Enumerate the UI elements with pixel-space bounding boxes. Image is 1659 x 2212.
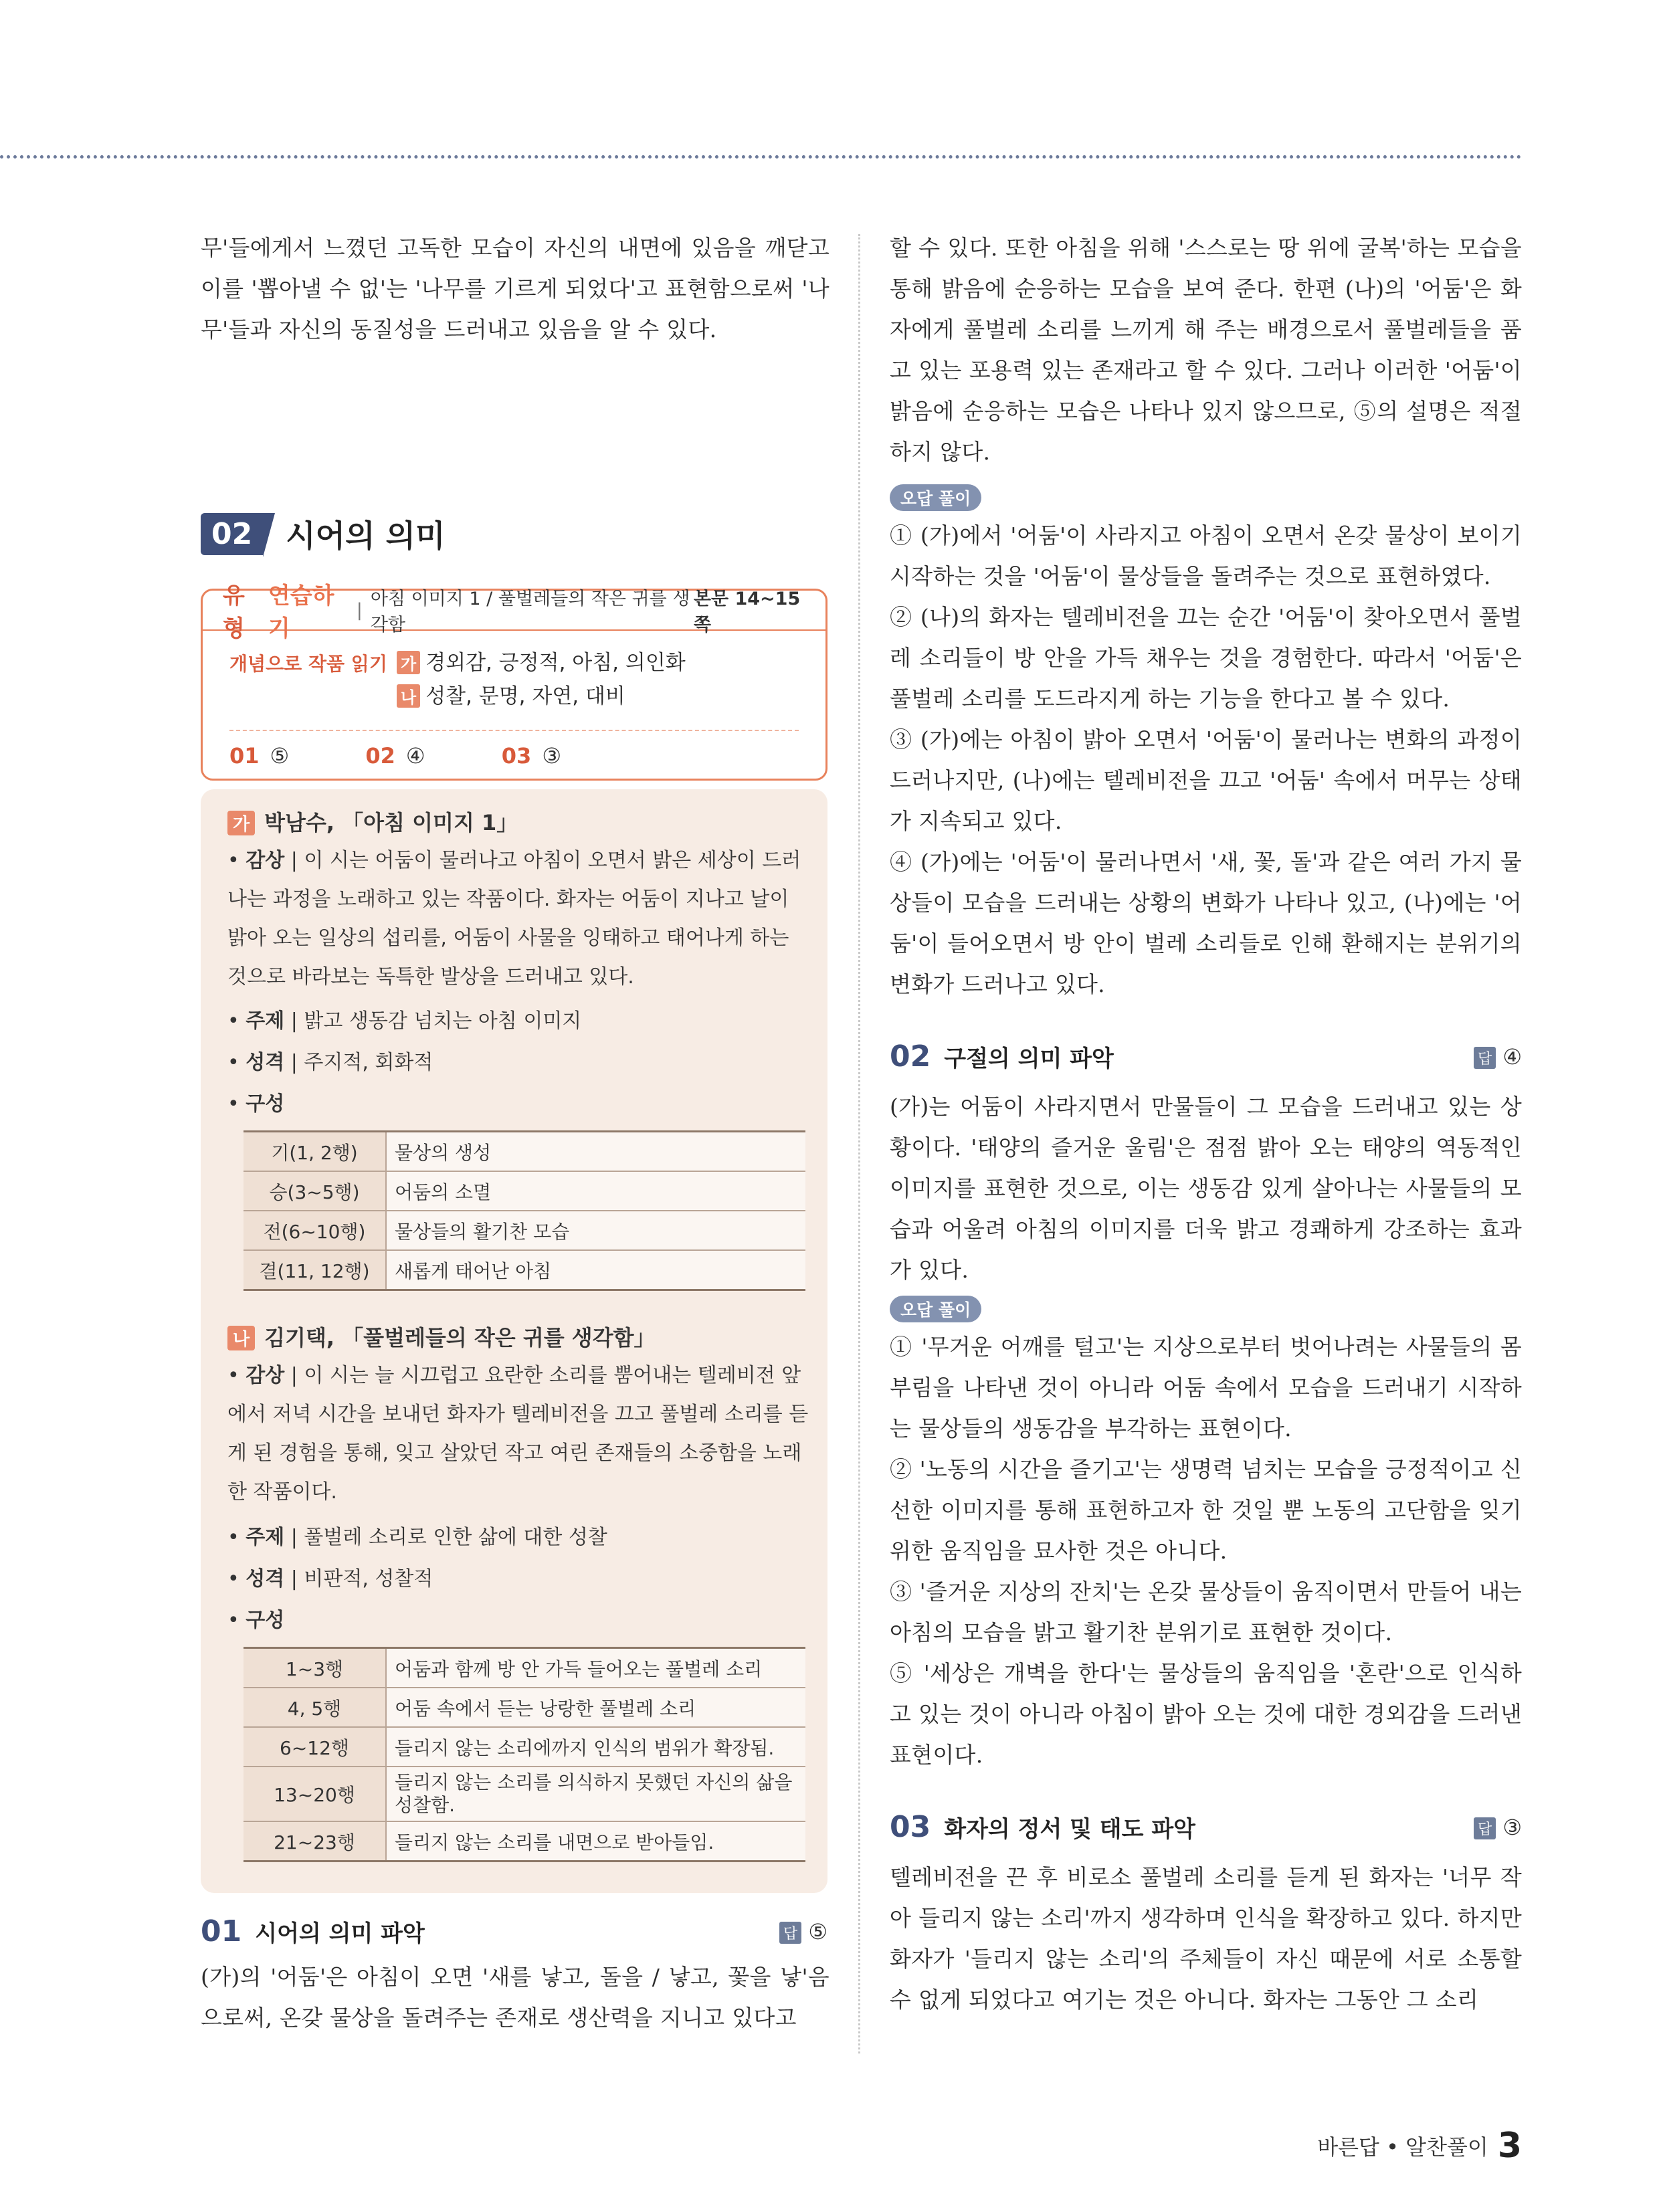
poem1-heading xyxy=(227,806,518,837)
left-intro xyxy=(201,227,830,350)
table-key: 21~23행 xyxy=(243,1821,386,1862)
commentary-box xyxy=(201,789,827,1893)
q03-answer-value: ③ xyxy=(1502,1814,1522,1840)
q03-answer xyxy=(1474,1815,1522,1840)
table-row xyxy=(243,1821,805,1862)
wrong2-item-1: ① '무거운 어깨를 털고'는 지상으로부터 벗어나려는 사물들의 몸부림을 나타낸 것이 아니라 어둠 속에서 모습을 드러내기 시작하는 물상들의 생동감을 부각하는 표현이다. xyxy=(890,1334,1522,1441)
poem2-badge: 나 xyxy=(227,1326,255,1350)
answer-num-2: 02 xyxy=(365,743,395,769)
poem1-appreciation: • 감상 | 이 시는 어둠이 물러나고 아침이 오면서 밝은 세상이 드러나는 과정을 노래하고 있는 작품이다. 화자는 어둠이 지나고 날이 밝아 오는 일상의 섭리를, 어둠이 사물을 잉태하고 태어나게 하는 것으로 바라보는 독특한 발상을 드러내고 있다. xyxy=(227,849,801,989)
poem1-character: • 성격 | 주지적, 회화적 xyxy=(227,1051,433,1074)
q03-header-inner xyxy=(890,1810,1522,1844)
poem1-character-label: 성격 xyxy=(246,1051,285,1074)
concept-ga-text: 경외감, 긍정적, 아침, 의인화 xyxy=(425,651,686,675)
table-key: 결(11, 12행) xyxy=(243,1250,386,1290)
poem2-title: 김기택, 「풀벌레들의 작은 귀를 생각함」 xyxy=(264,1325,656,1350)
poem2-appreciation: • 감상 | 이 시는 늘 시끄럽고 요란한 소리를 뿜어내는 텔레비전 앞에서 저녁 시간을 보내던 화자가 텔레비전을 끄고 풀벌레 소리를 듣게 된 경험을 통해, 잊고 살았던 작고 여린 존재들의 소중함을 노래한 작품이다. xyxy=(227,1364,809,1504)
practice-tag-type: 유형 xyxy=(223,583,245,642)
q02-answer-value: ④ xyxy=(1502,1043,1522,1070)
answer-badge: 답 xyxy=(1474,1047,1496,1069)
poem1-character-text: 주지적, 회화적 xyxy=(304,1051,433,1074)
q02-number: 02 xyxy=(890,1039,931,1074)
table-row xyxy=(243,1211,805,1250)
q02-header-inner xyxy=(890,1039,1522,1074)
poem1-theme: • 주제 | 밝고 생동감 넘치는 아침 이미지 xyxy=(227,1009,582,1033)
top-dotted-rule xyxy=(0,155,1522,159)
table-row xyxy=(243,1250,805,1290)
poem2-appreciation-label: 감상 xyxy=(246,1364,285,1387)
concept-row-na xyxy=(397,679,625,709)
table-value: 어둠 속에서 듣는 낭랑한 풀벌레 소리 xyxy=(386,1688,805,1727)
page-number: 3 xyxy=(1497,2126,1522,2166)
answer-divider xyxy=(229,730,799,731)
right-top-paragraph: 할 수 있다. 또한 아침을 위해 '스스로는 땅 위에 굴복'하는 모습을 통해 밝음에 순응하는 모습을 보여 준다. 한편 (나)의 '어둠'은 화자에게 풀벌레 소리를 느끼게 해 주는 배경으로서 풀벌레들을 품고 있는 포용력 있는 존재라고 할 수 있다. 그러나 이러한 '어둠'이 밝음에 순응하는 모습은 나타나 있지 않으므로, ⑤의 설명은 적절하지 않다. xyxy=(890,235,1522,465)
poem2-character-label: 성격 xyxy=(246,1567,285,1591)
poem1-structure-table xyxy=(243,1130,805,1291)
section-title: 시어의 의미 xyxy=(286,518,446,554)
answer-num-1: 01 xyxy=(229,743,260,769)
answer-val-2: ④ xyxy=(405,743,425,769)
table-value: 어둠과 함께 방 안 가득 들어오는 풀벌레 소리 xyxy=(386,1648,805,1688)
poem2-heading xyxy=(227,1321,656,1352)
practice-separator: | xyxy=(356,599,363,621)
table-value: 물상의 생성 xyxy=(386,1132,805,1172)
footer-label: 바른답 • 알찬풀이 xyxy=(1317,2134,1488,2160)
q02-body: (가)는 어둠이 사라지면서 만물들이 그 모습을 드러내고 있는 상황이다. '태양의 즐거운 울림'은 점점 밝아 오는 태양의 역동적인 이미지를 표현한 것으로, 이는 생동감 있게 살아나는 사물들의 모습과 어울려 아침의 이미지를 더욱 밝고 경쾌하게 강조하는 효과가 있다. xyxy=(890,1094,1522,1283)
table-key: 6~12행 xyxy=(243,1727,386,1767)
wrong1-item-2: ② (나)의 화자는 텔레비전을 끄는 순간 '어둠'이 찾아오면서 풀벌레 소리들이 방 안을 가득 채우는 것을 경험한다. 따라서 '어둠'은 풀벌레 소리를 도드라지게 하는 기능을 한다고 볼 수 있다. xyxy=(890,604,1522,712)
poem1-appreciation-text: 이 시는 어둠이 물러나고 아침이 오면서 밝은 세상이 드러나는 과정을 노래하고 있는 작품이다. 화자는 어둠이 지나고 날이 밝아 오는 일상의 섭리를, 어둠이 사물을 잉태하고 태어나게 하는 것으로 바라보는 독특한 발상을 드러내고 있다. xyxy=(227,849,801,989)
badge-na: 나 xyxy=(397,684,420,708)
section-number: 02 xyxy=(201,513,263,555)
wrong-label-1-row xyxy=(890,484,1522,511)
poem1-theme-label: 주제 xyxy=(246,1009,285,1033)
page-footer xyxy=(1317,2126,1522,2166)
answer-num-3: 03 xyxy=(501,743,532,769)
poem1-structure: • 구성 xyxy=(227,1092,285,1116)
q03-header xyxy=(890,1810,1522,1857)
wrong2-item-3: ③ '즐거운 지상의 잔치'는 온갖 물상들이 움직이면서 만들어 내는 아침의 모습을 밝고 활기찬 분위기로 표현한 것이다. xyxy=(890,1579,1522,1645)
table-value: 들리지 않는 소리에까지 인식의 범위가 확장됨. xyxy=(386,1727,805,1767)
table-row xyxy=(243,1132,805,1172)
q01-answer-value: ⑤ xyxy=(808,1918,827,1944)
table-row xyxy=(243,1767,805,1821)
wrong2-item-2: ② '노동의 시간을 즐기고'는 생명력 넘치는 모습을 긍정적이고 신선한 이미지를 통해 표현하고자 한 것일 뿐 노동의 고단함을 잊기 위한 움직임을 묘사한 것은 아니다. xyxy=(890,1456,1522,1564)
table-row xyxy=(243,1171,805,1211)
table-value: 들리지 않는 소리를 의식하지 못했던 자신의 삶을 성찰함. xyxy=(386,1767,805,1821)
answer-val-3: ③ xyxy=(542,743,561,769)
q01-answer xyxy=(779,1919,827,1944)
answer-badge: 답 xyxy=(779,1922,801,1944)
practice-bar xyxy=(203,583,825,642)
q03-body: 텔레비전을 끈 후 비로소 풀벌레 소리를 듣게 된 화자는 '너무 작아 들리지 않는 소리'까지 생각하며 인식을 확장하고 있다. 하지만 화자가 '들리지 않는 소리'의 주체들이 자신 때문에 서로 소통할 수 없게 되었다고 여기는 것은 아니다. 화자는 그동안 그 소리 xyxy=(890,1864,1522,2013)
wrong1-item-1: ① (가)에서 '어둠'이 사라지고 아침이 오면서 온갖 물상이 보이기 시작하는 것을 '어둠'이 물상들을 돌려주는 것으로 표현하였다. xyxy=(890,522,1522,589)
practice-tag-practice: 연습하기 xyxy=(268,583,334,642)
table-value: 어둠의 소멸 xyxy=(386,1171,805,1211)
poem2-appreciation-text: 이 시는 늘 시끄럽고 요란한 소리를 뿜어내는 텔레비전 앞에서 저녁 시간을 보내던 화자가 텔레비전을 끄고 풀벌레 소리를 듣게 된 경험을 통해, 잊고 살았던 작고 여린 존재들의 소중함을 노래한 작품이다. xyxy=(227,1364,809,1504)
practice-page-ref: 본문 14~15쪽 xyxy=(693,589,801,635)
table-key: 4, 5행 xyxy=(243,1688,386,1727)
poem1-title: 박남수, 「아침 이미지 1」 xyxy=(264,810,518,835)
poem2-theme-label: 주제 xyxy=(246,1526,285,1549)
q01-number: 01 xyxy=(201,1914,242,1948)
answer-key xyxy=(229,743,561,769)
concept-na-text: 성찰, 문명, 자연, 대비 xyxy=(425,684,625,708)
right-column xyxy=(890,227,1522,2020)
table-key: 승(3~5행) xyxy=(243,1171,386,1211)
section-header xyxy=(201,512,445,556)
answer-val-1: ⑤ xyxy=(270,743,290,769)
q01-title: 시어의 의미 파악 xyxy=(255,1920,425,1947)
wrong-answer-label: 오답 풀이 xyxy=(890,484,981,511)
table-value: 새롭게 태어난 아침 xyxy=(386,1250,805,1290)
q02-title: 구절의 의미 파악 xyxy=(944,1045,1114,1072)
concept-label: 개념으로 작품 읽기 xyxy=(229,653,387,675)
q03-number: 03 xyxy=(890,1810,931,1844)
table-row xyxy=(243,1727,805,1767)
column-divider xyxy=(858,234,860,2053)
poem1-structure-label: 구성 xyxy=(246,1092,285,1116)
table-key: 1~3행 xyxy=(243,1648,386,1688)
poem2-character: • 성격 | 비판적, 성찰적 xyxy=(227,1567,433,1591)
q01-header xyxy=(201,1914,827,1948)
poem2-structure-table xyxy=(243,1647,805,1862)
poem1-appreciation-label: 감상 xyxy=(246,849,285,872)
table-value: 물상들의 활기찬 모습 xyxy=(386,1211,805,1250)
poem1-badge: 가 xyxy=(227,811,255,835)
intro-paragraph: 무'들에게서 느꼈던 고독한 모습이 자신의 내면에 있음을 깨닫고 이를 '뽑아낼 수 없'는 '나무를 기르게 되었다'고 표현함으로써 '나무'들과 자신의 동질성을 드러내고 있음을 알 수 있다. xyxy=(201,235,830,342)
q03-title: 화자의 정서 및 태도 파악 xyxy=(944,1816,1196,1843)
wrong-answer-label: 오답 풀이 xyxy=(890,1296,981,1322)
answer-badge: 답 xyxy=(1474,1817,1496,1839)
table-key: 전(6~10행) xyxy=(243,1211,386,1250)
badge-ga: 가 xyxy=(397,651,420,674)
poem2-theme: • 주제 | 풀벌레 소리로 인한 삶에 대한 성찰 xyxy=(227,1526,607,1549)
poem2-structure: • 구성 xyxy=(227,1609,285,1632)
wrong1-item-3: ③ (가)에는 아침이 밝아 오면서 '어둠'이 물러나는 변화의 과정이 드러나지만, (나)에는 텔레비전을 끄고 '어둠' 속에서 머무는 상태가 지속되고 있다. xyxy=(890,726,1522,834)
poem1-theme-text: 밝고 생동감 넘치는 아침 이미지 xyxy=(304,1009,582,1033)
practice-description: 아침 이미지 1 / 풀벌레들의 작은 귀를 생각함 xyxy=(370,589,690,635)
poem2-character-text: 비판적, 성찰적 xyxy=(304,1567,433,1591)
table-row xyxy=(243,1648,805,1688)
q02-answer xyxy=(1474,1044,1522,1070)
table-value: 들리지 않는 소리를 내면으로 받아들임. xyxy=(386,1821,805,1862)
wrong2-item-4: ⑤ '세상은 개벽을 한다'는 물상들의 움직임을 '혼란'으로 인식하고 있는 것이 아니라 아침이 밝아 오는 것에 대한 경외감을 드러낸 표현이다. xyxy=(890,1660,1522,1768)
poem2-structure-label: 구성 xyxy=(246,1609,285,1632)
table-row xyxy=(243,1688,805,1727)
wrong1-item-4: ④ (가)에는 '어둠'이 물러나면서 '새, 꽃, 돌'과 같은 여러 가지 물상들이 모습을 드러내는 상황의 변화가 나타나 있고, (나)에는 '어둠'이 들어오면서 방 안이 벌레 소리들로 인해 환해지는 분위기의 변화가 드러나고 있다. xyxy=(890,849,1522,997)
table-key: 13~20행 xyxy=(243,1767,386,1821)
table-key: 기(1, 2행) xyxy=(243,1132,386,1172)
practice-box xyxy=(201,583,827,781)
q01-body-text: (가)의 '어둠'은 아침이 오면 '새를 낳고, 돌을 / 낳고, 꽃을 낳'음으로써, 온갖 물상을 돌려주는 존재로 생산력을 지니고 있다고 xyxy=(201,1964,830,2031)
wrong-label-2-row xyxy=(890,1296,1522,1322)
poem2-theme-text: 풀벌레 소리로 인한 삶에 대한 성찰 xyxy=(304,1526,607,1549)
concept-row-ga xyxy=(397,645,686,676)
q01-body xyxy=(201,1956,830,2038)
q02-header xyxy=(890,1039,1522,1086)
